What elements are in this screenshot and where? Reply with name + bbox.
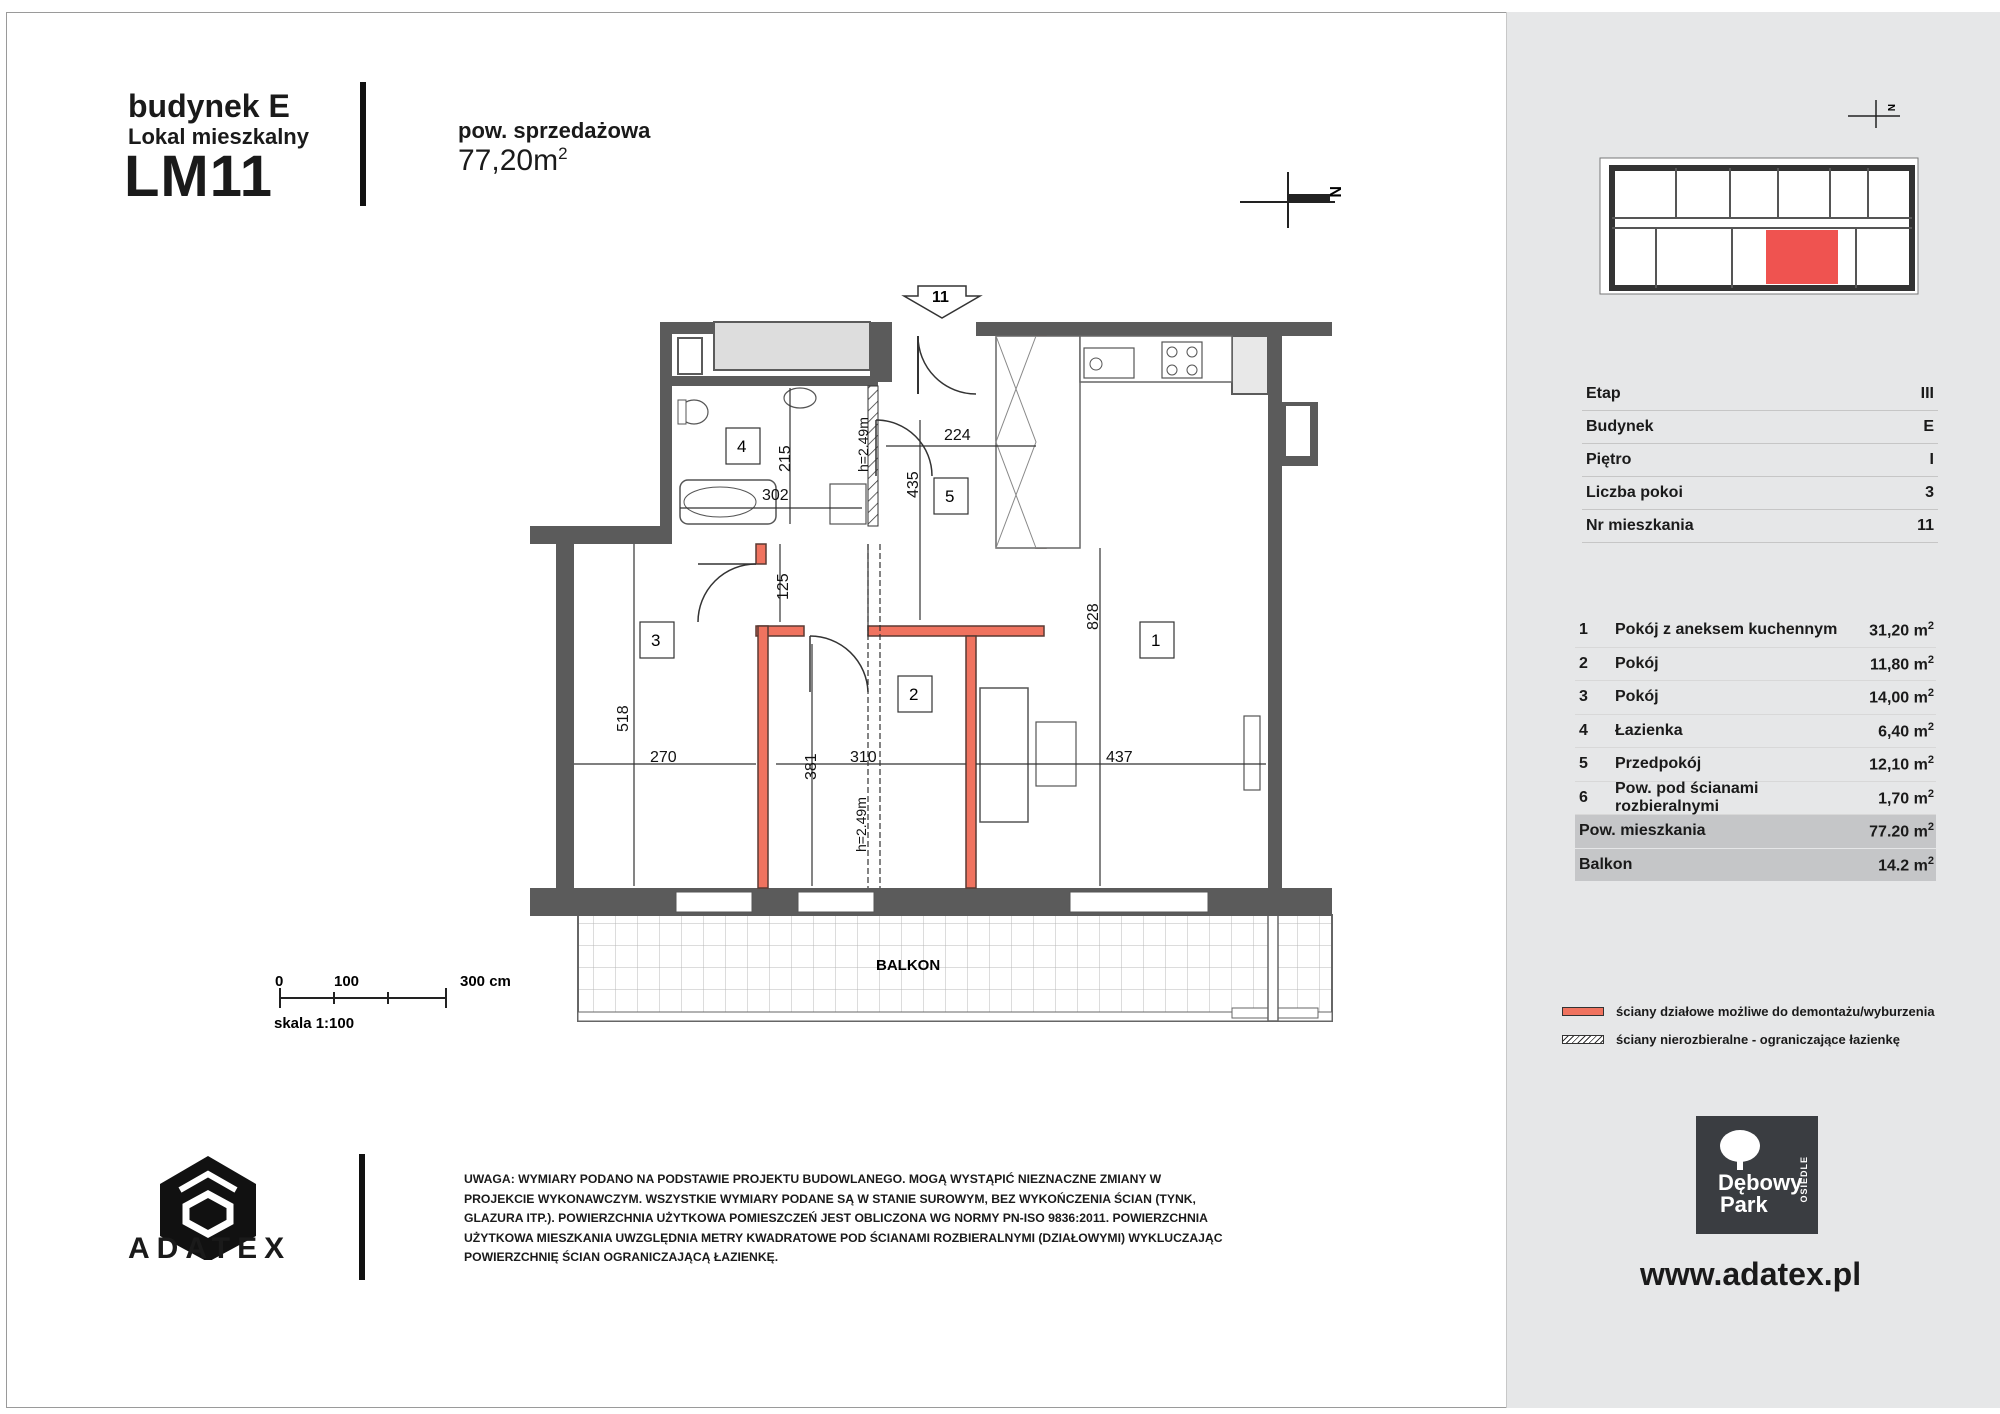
room-label-3: 3: [651, 631, 661, 650]
room-area-table: [1575, 614, 1936, 882]
entrance-number: 11: [932, 289, 949, 306]
svg-text:381: 381: [803, 753, 820, 780]
legend-hatch-swatch: [1562, 1035, 1604, 1044]
svg-text:270: 270: [650, 749, 677, 766]
svg-text:215: 215: [777, 445, 794, 472]
balcony-area-row: Balkon 14.2 $m^2$: [1575, 849, 1936, 883]
legend-red-swatch: [1562, 1007, 1604, 1016]
area-value: $77,20m^2$: [458, 144, 568, 177]
building-name: budynek E: [128, 88, 290, 124]
unit-type: Lokal mieszkalny: [128, 124, 309, 149]
room-row: 6 Pow. pod ścianami rozbieralnymi 1,70 $m^2$: [1575, 782, 1936, 816]
north-label: N: [1326, 186, 1343, 198]
svg-text:310: 310: [850, 749, 877, 766]
room-labels: [640, 428, 1174, 712]
info-row-apartment-number: Nr mieszkania 11: [1582, 510, 1938, 543]
svg-text:100: 100: [334, 973, 360, 990]
key-plan: [1600, 100, 1918, 294]
svg-text:h=2.49m: h=2.49m: [855, 417, 871, 472]
balcony-label: BALKON: [876, 957, 941, 974]
svg-text:435: 435: [905, 471, 922, 498]
room-row: 2 Pokój 11,80 $m^2$: [1575, 648, 1936, 682]
room-row: 5 Przedpokój 12,10 $m^2$: [1575, 748, 1936, 782]
room-row: 1 Pokój z aneksem kuchennym 31,20 $m^2$: [1575, 614, 1936, 648]
room-label-1: 1: [1151, 631, 1161, 650]
website-url[interactable]: www.adatex.pl: [1640, 1256, 1862, 1292]
svg-text:437: 437: [1106, 749, 1133, 766]
outer-walls: [530, 322, 1332, 916]
svg-text:302: 302: [762, 487, 789, 504]
room-label-2: 2: [909, 685, 919, 704]
company-name: ADATEX: [128, 1232, 292, 1265]
balcony: [578, 915, 1332, 1021]
scale-bar: [274, 973, 511, 1032]
info-row-floor: Piętro I: [1582, 444, 1938, 477]
footer-divider: [359, 1154, 365, 1280]
debowy-park-logo: OSIEDLE Dębowy Park: [1696, 1116, 1818, 1234]
svg-text:125: 125: [775, 573, 792, 600]
unit-code: LM11: [124, 144, 274, 209]
svg-text:518: 518: [615, 705, 632, 732]
svg-text:N: N: [1885, 104, 1896, 112]
info-row-stage: Etap III: [1582, 378, 1938, 411]
north-arrow: [1240, 172, 1343, 228]
room-label-4: 4: [737, 437, 747, 456]
svg-text:300 cm: 300 cm: [460, 973, 511, 990]
legend-hatched: ściany nierozbieralne - ograniczające łazienkę: [1562, 1032, 1900, 1047]
room-row: 4 Łazienka 6,40 $m^2$: [1575, 715, 1936, 749]
area-label: pow. sprzedażowa: [458, 118, 651, 143]
total-area-row: Pow. mieszkania 77.20 $m^2$: [1575, 815, 1936, 849]
room-label-5: 5: [945, 487, 955, 506]
info-row-building: Budynek E: [1582, 411, 1938, 444]
svg-text:224: 224: [944, 427, 971, 444]
legend-removable: ściany działowe możliwe do demontażu/wyburzenia: [1562, 1004, 1935, 1019]
disclaimer-note: UWAGA: WYMIARY PODANO NA PODSTAWIE PROJEKTU BUDOWLANEGO. MOGĄ WYSTĄPIĆ NIEZNACZNE ZMIANY W PROJEKCIE WYKONAWCZYM. WSZYSTKIE WYMIARY PODANE SĄ W STANIE SUROWYM, BEZ WYKOŃCZENIA ŚCIAN (TYNK, GLAZURA ITP.). POWIERZCHNIA UŻYTKOWA POMIESZCZEŃ JEST OBLICZONA WG NORMY PN-ISO 9836:2011. POWIERZCHNIA UŻYTKOWA MIESZKANIA UWZGLĘDNIA METRY KWADRATOWE POD ŚCIANAMI ROZBIERALNYMI (DZIAŁOWYMI) WYKLUCZAJĄC POWIERZCHNIĘ ŚCIAN OGRANICZAJĄCĄ ŁAZIENKĘ.: [464, 1172, 1223, 1264]
svg-text:h=2.49m: h=2.49m: [853, 797, 869, 852]
info-table: [1582, 378, 1938, 543]
svg-text:828: 828: [1085, 603, 1102, 630]
svg-text:skala 1:100: skala 1:100: [274, 1015, 355, 1032]
info-row-rooms-count: Liczba pokoi 3: [1582, 477, 1938, 510]
room-row: 3 Pokój 14,00 $m^2$: [1575, 681, 1936, 715]
svg-text:0: 0: [275, 973, 284, 990]
